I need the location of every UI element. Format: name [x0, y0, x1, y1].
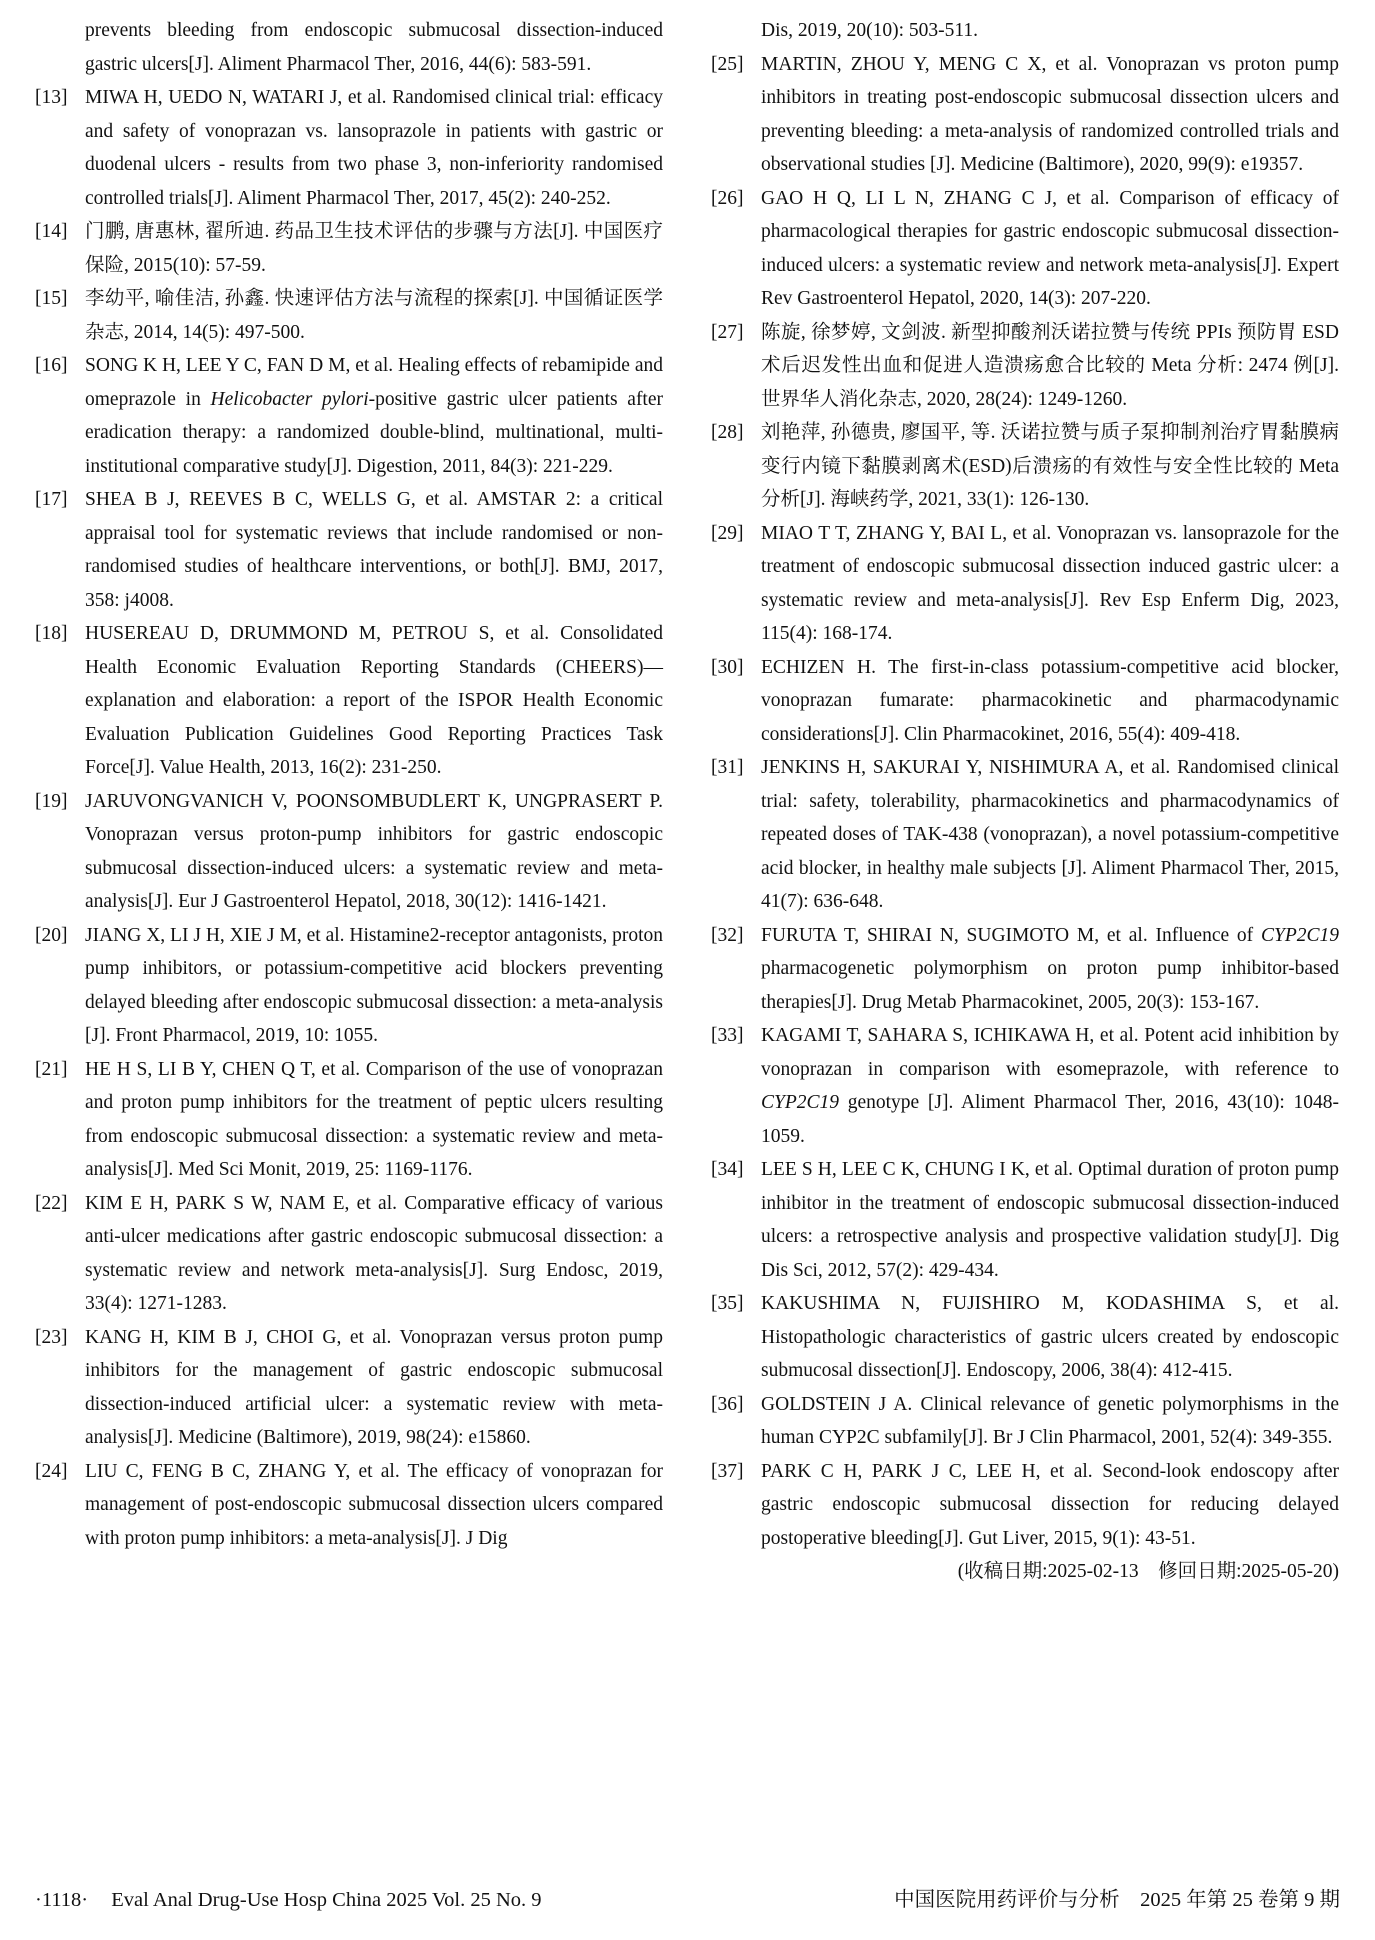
reference-text: KAGAMI T, SAHARA S, ICHIKAWA H, et al. Potent acid inhibition by vonoprazan in comparison with esomeprazole, with reference to CYP2C19 genotype [J]. Aliment Pharmacol Ther, 2016, 43(10): 1048-1059. — [761, 1025, 1339, 1147]
reference-item — [711, 316, 1339, 417]
reference-item — [35, 215, 663, 282]
reference-item — [711, 48, 1339, 182]
reference-text: JIANG X, LI J H, XIE J M, et al. Histamine2-receptor antagonists, proton pump inhibitors, or potassium-competitive acid blockers preventing delayed bleeding after endoscopic submucosal dissection: a meta-analysis [J]. Front Pharmacol, 2019, 10: 1055. — [85, 924, 663, 1046]
reference-text: LEE S H, LEE C K, CHUNG I K, et al. Optimal duration of proton pump inhibitor in the treatment of endoscopic submucosal dissection-induced ulcers: a retrospective analysis and prospective validation study[J]. Dig Dis Sci, 2012, 57(2): 429-434. — [761, 1159, 1339, 1281]
reference-number: [24] — [35, 1460, 68, 1482]
reference-number: [27] — [711, 321, 744, 343]
reference-item — [711, 1153, 1339, 1287]
reference-item — [35, 483, 663, 617]
reference-text: MIWA H, UEDO N, WATARI J, et al. Randomised clinical trial: efficacy and safety of vonoprazan vs. lansoprazole in patients with gastric or duodenal ulcers - results from two phase 3, non-inferiority randomised controlled trials[J]. Aliment Pharmacol Ther, 2017, 45(2): 240-252. — [85, 87, 663, 209]
reference-number: [16] — [35, 355, 68, 376]
journal-name-chinese: 中国医院用药评价与分析 2025 年第 25 卷第 9 期 — [894, 1889, 1340, 1911]
reference-text: KANG H, KIM B J, CHOI G, et al. Vonoprazan versus proton pump inhibitors for the management of gastric endoscopic submucosal dissection-induced artificial ulcer: a systematic review with meta-analysis[J]. Medicine (Baltimore), 2019, 98(24): e15860. — [85, 1326, 663, 1448]
reference-number: [31] — [711, 757, 744, 778]
reference-number: [18] — [35, 623, 68, 644]
reference-text: HUSEREAU D, DRUMMOND M, PETROU S, et al. Consolidated Health Economic Evaluation Reporting Standards (CHEERS)—explanation and elaboration: a report of the ISPOR Health Economic Evaluation Publication Guidelines Good Reporting Practices Task Force[J]. Value Health, 2013, 16(2): 231-250. — [85, 623, 663, 778]
reference-number: [20] — [35, 924, 68, 946]
reference-item — [35, 919, 663, 1053]
reference-text: PARK C H, PARK J C, LEE H, et al. Second-look endoscopy after gastric endoscopic submucosal dissection for reducing delayed postoperative bleeding[J]. Gut Liver, 2015, 9(1): 43-51. — [761, 1460, 1339, 1549]
reference-list-left-column — [35, 14, 663, 1848]
reference-text: Dis, 2019, 20(10): 503-511. — [761, 20, 979, 41]
reference-number: [32] — [711, 924, 744, 946]
reference-number: [26] — [711, 187, 744, 209]
reference-number: [13] — [35, 87, 68, 108]
reference-item — [711, 1287, 1339, 1388]
reference-text: LIU C, FENG B C, ZHANG Y, et al. The efficacy of vonoprazan for management of post-endoscopic submucosal dissection ulcers compared with proton pump inhibitors: a meta-analysis[J]. J Dig — [85, 1460, 663, 1549]
reference-item — [35, 81, 663, 215]
reference-text: MARTIN, ZHOU Y, MENG C X, et al. Vonoprazan vs proton pump inhibitors in treating post-endoscopic submucosal dissection ulcers and preventing bleeding: a meta-analysis of randomized controlled trials and observational studies [J]. Medicine (Baltimore), 2020, 99(9): e19357. — [761, 53, 1339, 175]
reference-number: [21] — [35, 1058, 68, 1080]
reference-number: [29] — [711, 522, 744, 544]
reference-text: 李幼平, 喻佳洁, 孙鑫. 快速评估方法与流程的探索[J]. 中国循证医学杂志, 2014, 14(5): 497-500. — [85, 288, 663, 343]
reference-text: GOLDSTEIN J A. Clinical relevance of genetic polymorphisms in the human CYP2C subfamily[J]. Br J Clin Pharmacol, 2001, 52(4): 349-355. — [761, 1393, 1339, 1448]
reference-number: [34] — [711, 1159, 744, 1180]
reference-number: [33] — [711, 1025, 744, 1046]
reference-item — [711, 651, 1339, 752]
reference-number: [23] — [35, 1326, 68, 1348]
reference-item — [35, 349, 663, 483]
reference-text: 陈旋, 徐梦婷, 文剑波. 新型抑酸剂沃诺拉赞与传统 PPIs 预防胃 ESD 术后迟发性出血和促进人造溃疡愈合比较的 Meta 分析: 2474 例[J]. 世界华人消化杂志, 2020, 28(24): 1249-1260. — [761, 321, 1339, 410]
reference-item — [711, 517, 1339, 651]
reference-text: SHEA B J, REEVES B C, WELLS G, et al. AMSTAR 2: a critical appraisal tool for systematic reviews that include randomised or non-randomised studies of healthcare interventions, or both[J]. BMJ, 2017, 358: j4008. — [85, 489, 663, 611]
reference-item — [711, 1388, 1339, 1455]
reference-number: [17] — [35, 489, 68, 510]
footer-left — [35, 1886, 542, 1914]
reference-text: KAKUSHIMA N, FUJISHIRO M, KODASHIMA S, et al. Histopathologic characteristics of gastric ulcers created by endoscopic submucosal dissection[J]. Endoscopy, 2006, 38(4): 412-415. — [761, 1293, 1339, 1381]
reference-text: SONG K H, LEE Y C, FAN D M, et al. Healing effects of rebamipide and omeprazole in Helicobacter pylori-positive gastric ulcer patients after eradication therapy: a randomized double-blind, multinational, multi-institutional comparative study[J]. Digestion, 2011, 84(3): 221-229. — [85, 355, 664, 477]
reference-item — [35, 14, 663, 81]
reference-text: HE H S, LI B Y, CHEN Q T, et al. Comparison of the use of vonoprazan and proton pump inhibitors for the treatment of peptic ulcers resulting from endoscopic submucosal dissection: a systematic review and meta-analysis[J]. Med Sci Monit, 2019, 25: 1169-1176. — [85, 1058, 663, 1180]
reference-number: [19] — [35, 790, 68, 812]
reference-text: (收稿日期:2025-02-13 修回日期:2025-05-20) — [957, 1561, 1339, 1582]
reference-item — [35, 1455, 663, 1556]
reference-item — [35, 1053, 663, 1187]
reference-text: JARUVONGVANICH V, POONSOMBUDLERT K, UNGPRASERT P. Vonoprazan versus proton-pump inhibitors for gastric endoscopic submucosal dissection-induced ulcers: a systematic review and meta-analysis[J]. Eur J Gastroenterol Hepatol, 2018, 30(12): 1416-1421. — [85, 790, 663, 912]
journal-name-english: Eval Anal Drug-Use Hosp China 2025 Vol. 25 No. 9 — [111, 1889, 542, 1911]
reference-item — [711, 416, 1339, 517]
reference-text: 门鹏, 唐惠林, 翟所迪. 药品卫生技术评估的步骤与方法[J]. 中国医疗保险, 2015(10): 57-59. — [85, 221, 663, 276]
reference-item — [35, 282, 663, 349]
reference-item — [35, 1187, 663, 1321]
reference-text: GAO H Q, LI L N, ZHANG C J, et al. Comparison of efficacy of pharmacological therapies for gastric endoscopic submucosal dissection-induced ulcers: a systematic review and network meta-analysis[J]. Expert Rev Gastroenterol Hepatol, 2020, 14(3): 207-220. — [761, 187, 1339, 309]
reference-item — [711, 14, 1339, 48]
reference-text: prevents bleeding from endoscopic submucosal dissection-induced gastric ulcers[J]. Aliment Pharmacol Ther, 2016, 44(6): 583-591. — [85, 20, 663, 75]
reference-text: JENKINS H, SAKURAI Y, NISHIMURA A, et al. Randomised clinical trial: safety, tolerability, pharmacokinetics and pharmacodynamics of repeated doses of TAK-438 (vonoprazan), a novel potassium-competitive acid blocker, in healthy male subjects [J]. Aliment Pharmacol Ther, 2015, 41(7): 636-648. — [761, 757, 1339, 912]
reference-item — [35, 785, 663, 919]
reference-item — [711, 1455, 1339, 1556]
reference-number: [35] — [711, 1293, 744, 1314]
reference-number: [36] — [711, 1393, 744, 1415]
reference-number: [30] — [711, 656, 744, 678]
reference-number: [25] — [711, 53, 744, 75]
reference-text: 刘艳萍, 孙德贵, 廖国平, 等. 沃诺拉赞与质子泵抑制剂治疗胃黏膜病变行内镜下黏膜剥离术(ESD)后溃疡的有效性与安全性比较的 Meta 分析[J]. 海峡药学, 2021, 33(1): 126-130. — [761, 422, 1339, 510]
reference-item — [711, 919, 1339, 1020]
reference-text: KIM E H, PARK S W, NAM E, et al. Comparative efficacy of various anti-ulcer medications after gastric endoscopic submucosal dissection: a systematic review and network meta-analysis[J]. Surg Endosc, 2019, 33(4): 1271-1283. — [85, 1192, 663, 1314]
reference-text: MIAO T T, ZHANG Y, BAI L, et al. Vonoprazan vs. lansoprazole for the treatment of endoscopic submucosal dissection induced gastric ulcer: a systematic review and meta-analysis[J]. Rev Esp Enferm Dig, 2023, 115(4): 168-174. — [761, 522, 1339, 644]
reference-number: [28] — [711, 422, 744, 443]
reference-item — [711, 1019, 1339, 1153]
reference-item — [711, 182, 1339, 316]
page-footer — [35, 1886, 1340, 1914]
reference-item — [711, 751, 1339, 919]
received-revised-dates — [711, 1555, 1339, 1589]
reference-item — [35, 1321, 663, 1455]
reference-number: [15] — [35, 288, 68, 309]
reference-text: ECHIZEN H. The first-in-class potassium-competitive acid blocker, vonoprazan fumarate: pharmacokinetic and pharmacodynamic considerations[J]. Clin Pharmacokinet, 2016, 55(4): 409-418. — [761, 656, 1339, 745]
footer-right — [894, 1886, 1340, 1914]
reference-number: [37] — [711, 1460, 744, 1482]
reference-item — [35, 617, 663, 785]
reference-number: [22] — [35, 1192, 68, 1214]
reference-text: FURUTA T, SHIRAI N, SUGIMOTO M, et al. Influence of CYP2C19 pharmacogenetic polymorphism on proton pump inhibitor-based therapies[J]. Drug Metab Pharmacokinet, 2005, 20(3): 153-167. — [761, 924, 1339, 1013]
reference-list-right-column — [711, 14, 1339, 1848]
reference-number: [14] — [35, 221, 68, 242]
page-number: ·1118· — [35, 1889, 89, 1911]
